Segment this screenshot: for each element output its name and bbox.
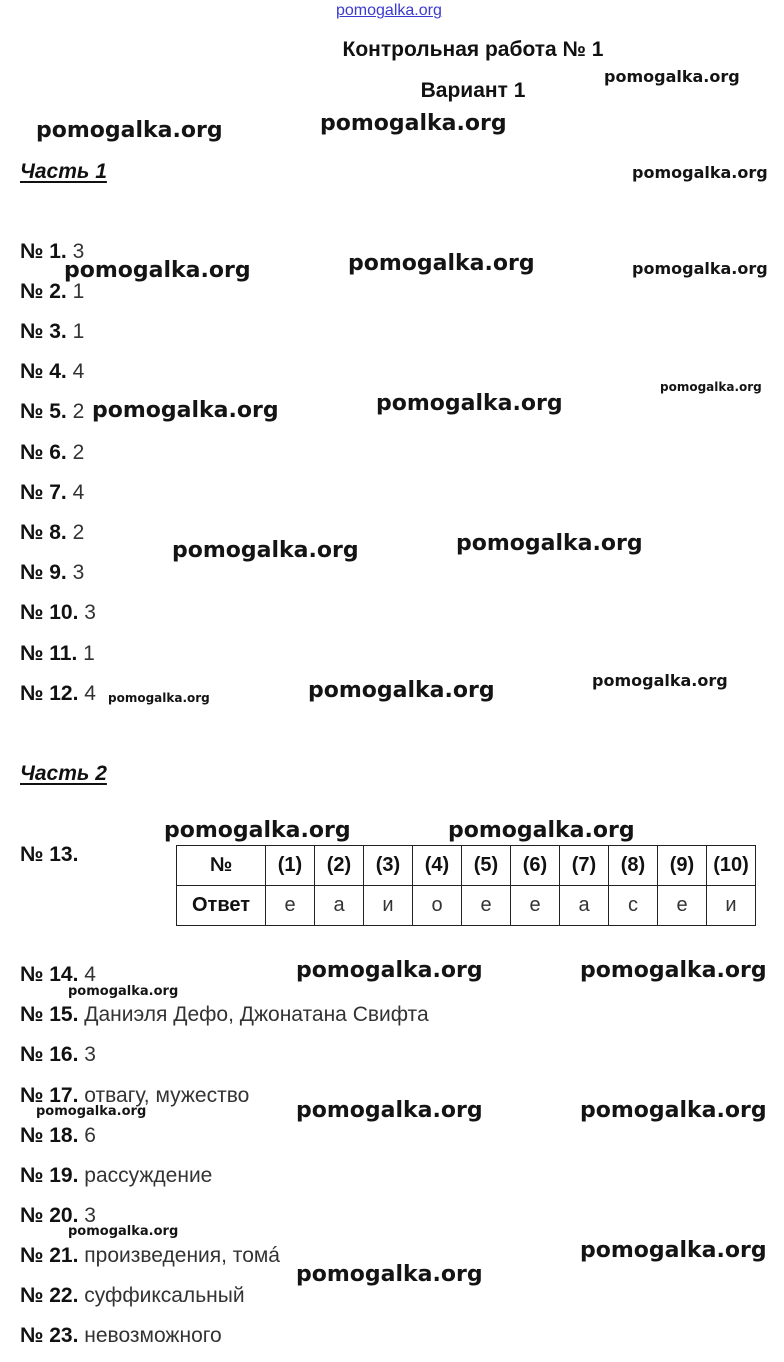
answer-number: № 5. [20,400,67,423]
answer-value: 4 [72,360,85,383]
answer-number: № 19. [20,1164,79,1187]
answer-number: № 20. [20,1204,79,1227]
variant-title: Вариант 1 [420,79,526,102]
watermark: pomogalka.org [308,678,495,703]
table-header-cell: (8) [609,846,658,886]
answer-value: Даниэля Дефо, Джонатана Свифта [84,1003,429,1026]
answer-number: № 21. [20,1244,79,1267]
answer-number: № 9. [20,561,67,584]
watermark: pomogalka.org [108,691,210,705]
table-cell: о [413,886,462,926]
watermark: pomogalka.org [68,984,179,999]
table-cell: е [462,886,511,926]
table-cell: с [609,886,658,926]
answer-number: № 7. [20,481,67,504]
watermark: pomogalka.org [68,1224,179,1239]
table-header-cell: (10) [707,846,756,886]
watermark: pomogalka.org [296,1262,483,1287]
table-row [177,886,756,926]
answer-number: № 17. [20,1084,79,1107]
part-2-heading: Часть 2 [20,762,107,785]
table-header-cell: (6) [511,846,560,886]
answer-number: № 10. [20,601,79,624]
answer-number: № 23. [20,1324,79,1347]
answer-value: рассуждение [84,1164,213,1187]
answer-19 [20,1164,212,1188]
answer-number: № 22. [20,1284,79,1307]
table-cell: а [315,886,364,926]
table-cell: и [707,886,756,926]
watermark: pomogalka.org [580,1098,767,1123]
answer-value: 4 [84,963,96,986]
answer-3 [20,320,84,344]
watermark: pomogalka.org [348,251,535,276]
watermark: pomogalka.org [164,818,351,843]
answer-21 [20,1244,280,1268]
answer-number: № 12. [20,682,79,705]
answer-value: 3 [72,240,85,263]
table-cell: е [658,886,707,926]
table-header-row [177,846,756,886]
answer-11 [20,642,95,666]
answer-4 [20,360,84,384]
answer-value: невозможного [84,1324,222,1347]
table-header-cell: (3) [364,846,413,886]
table-header-cell: (7) [560,846,609,886]
answer-number: № 16. [20,1043,79,1066]
table-cell: е [266,886,315,926]
watermark: pomogalka.org [632,163,768,182]
answer-value: 3 [72,561,85,584]
answer-22 [20,1284,245,1308]
table-header-cell: (4) [413,846,462,886]
answer-value: 2 [72,400,85,423]
watermark: pomogalka.org [296,958,483,983]
page-title: Контрольная работа № 1 [342,38,604,61]
watermark: pomogalka.org [36,1104,147,1119]
answer-value: произведения, томá [84,1244,280,1267]
answer-10 [20,601,96,625]
watermark: pomogalka.org [36,118,223,143]
answer-2 [20,280,84,304]
table-cell: а [560,886,609,926]
answer-value: суффиксальный [84,1284,245,1307]
watermark: pomogalka.org [448,818,635,843]
answer-16 [20,1043,96,1067]
top-watermark-link[interactable]: pomogalka.org [336,2,442,19]
table-header-cell: (2) [315,846,364,886]
watermark: pomogalka.org [660,380,762,394]
table-cell: е [511,886,560,926]
answer-number: № 1. [20,240,67,263]
answer-value: 4 [84,682,96,705]
answer-value: 3 [84,1204,96,1227]
answer-number: № 14. [20,963,79,986]
watermark: pomogalka.org [580,1238,767,1263]
watermark: pomogalka.org [632,259,768,278]
answer-value: 1 [72,320,85,343]
task-13-table [176,845,756,926]
answer-number: № 6. [20,441,67,464]
table-header-cell: (9) [658,846,707,886]
answer-value: 1 [72,280,85,303]
answer-number: № 2. [20,280,67,303]
watermark: pomogalka.org [376,391,563,416]
answer-value: 1 [83,642,95,665]
table-row-label: Ответ [177,886,266,926]
answer-18 [20,1124,96,1148]
answer-value: отвагу, мужество [84,1084,250,1107]
watermark: pomogalka.org [172,538,359,563]
answer-value: 3 [84,1043,96,1066]
table-header-cell: (5) [462,846,511,886]
answer-number: № 4. [20,360,67,383]
answer-8 [20,521,84,545]
watermark: pomogalka.org [592,671,728,690]
watermark: pomogalka.org [92,398,279,423]
answer-value: 4 [72,481,85,504]
watermark: pomogalka.org [604,67,740,86]
answer-9 [20,561,84,585]
answer-6 [20,441,84,465]
table-header-label: № [177,846,266,886]
answer-number: № 11. [20,642,78,665]
answer-value: 2 [72,441,85,464]
answer-value: 6 [84,1124,96,1147]
watermark: pomogalka.org [296,1098,483,1123]
table-cell: и [364,886,413,926]
answer-7 [20,481,84,505]
answer-13 [20,843,78,867]
part-1-heading: Часть 1 [20,160,107,183]
answer-number: № 15. [20,1003,79,1026]
answer-15 [20,1003,429,1027]
answer-number: № 3. [20,320,67,343]
watermark: pomogalka.org [580,958,767,983]
answer-value: 3 [84,601,96,624]
answer-number: № 8. [20,521,67,544]
watermark: pomogalka.org [320,111,507,136]
answer-value: 2 [72,521,85,544]
answer-number: № 18. [20,1124,79,1147]
answer-23 [20,1324,222,1348]
answer-12 [20,682,96,706]
answer-5 [20,400,84,424]
answer-number: № 13. [20,843,79,866]
watermark: pomogalka.org [456,531,643,556]
table-header-cell: (1) [266,846,315,886]
watermark: pomogalka.org [64,258,251,283]
